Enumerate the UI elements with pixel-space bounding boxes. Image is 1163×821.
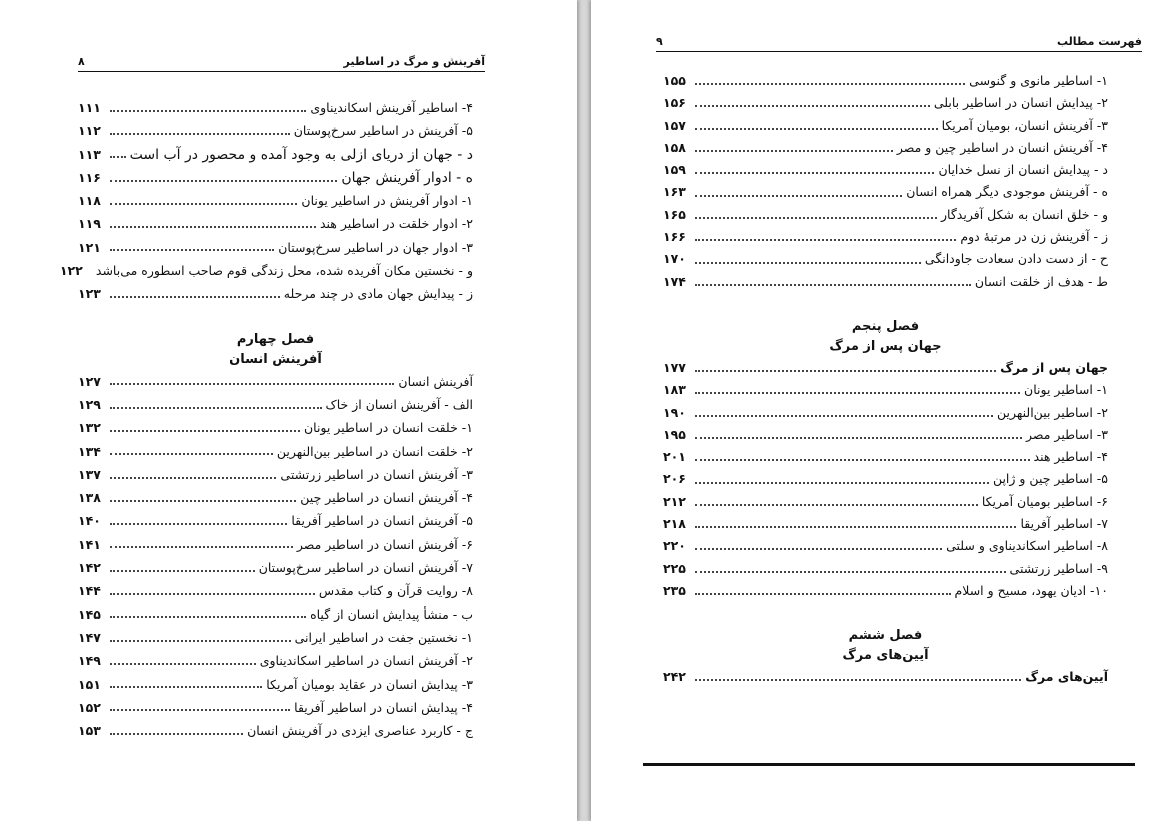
toc-entry-page: ۲۳۵ bbox=[663, 582, 686, 598]
leader-dots bbox=[110, 564, 255, 572]
toc-entry bbox=[78, 649, 473, 672]
toc-entry-page: ۲۲۰ bbox=[663, 538, 686, 554]
toc-entry-page: ۲۴۲ bbox=[663, 669, 686, 685]
leader-dots bbox=[695, 453, 1030, 461]
toc-entry bbox=[663, 558, 1108, 580]
toc-entry bbox=[663, 115, 1108, 137]
leader-dots bbox=[695, 77, 965, 85]
toc-entry-page: ۲۲۵ bbox=[663, 560, 686, 576]
toc-entry bbox=[78, 626, 473, 649]
right-page-number: ۹ bbox=[656, 35, 663, 48]
toc-entry-page: ۱۵۸ bbox=[663, 139, 686, 155]
toc-entry-page: ۲۰۶ bbox=[663, 471, 686, 487]
toc-entry bbox=[663, 204, 1108, 226]
toc-entry-page: ۱۲۹ bbox=[78, 396, 101, 412]
toc-entry-label: ه - آفرینش موجودی دیگر همراه انسان bbox=[906, 184, 1108, 200]
toc-entry bbox=[78, 509, 473, 532]
toc-entry-label: ۱۰- ادیان یهود، مسیح و اسلام bbox=[954, 582, 1108, 598]
leader-dots bbox=[110, 377, 394, 385]
right-header-title: فهرست مطالب bbox=[1056, 35, 1142, 48]
toc-entry-label: ۱- اساطیر یونان bbox=[1024, 382, 1108, 398]
toc-entry-page: ۱۸۳ bbox=[663, 382, 686, 398]
leader-dots bbox=[110, 610, 306, 618]
toc-entry-label: ۲- ادوار خلقت در اساطیر هند bbox=[319, 216, 473, 232]
toc-entry-page: ۱۷۷ bbox=[663, 359, 686, 375]
toc-entry-page: ۱۵۲ bbox=[78, 699, 101, 715]
toc-entry-label: الف - آفرینش انسان از خاک bbox=[325, 396, 473, 412]
left-page-number: ۸ bbox=[78, 55, 85, 68]
toc-entry bbox=[663, 70, 1108, 92]
toc-entry-page: ۱۳۸ bbox=[78, 490, 101, 506]
toc-entry-page: ۱۲۲ bbox=[59, 263, 83, 279]
toc-entry bbox=[78, 212, 473, 235]
toc-entry bbox=[78, 393, 473, 416]
leader-dots bbox=[695, 587, 951, 595]
spacer bbox=[78, 306, 473, 330]
toc-entry-page: ۱۶۵ bbox=[663, 206, 686, 222]
spacer bbox=[663, 293, 1108, 317]
toc-entry bbox=[663, 226, 1108, 248]
toc-entry-label: آفرینش انسان bbox=[398, 373, 473, 389]
toc-entry bbox=[663, 468, 1108, 490]
toc-entry bbox=[663, 491, 1108, 513]
toc-entry-label: د - جهان از دریای ازلی به وجود آمده و محصور در آب است bbox=[129, 146, 473, 163]
leader-dots bbox=[695, 256, 921, 264]
toc-entry-label: ز - پیدایش جهان مادی در چند مرحله bbox=[283, 286, 473, 302]
toc-entry-page: ۱۵۳ bbox=[78, 723, 101, 739]
toc-entry-page: ۲۰۱ bbox=[663, 449, 686, 465]
toc-entry-page: ۱۴۲ bbox=[78, 560, 101, 576]
toc-entry-label: ه - ادوار آفرینش جهان bbox=[341, 169, 473, 186]
toc-entry bbox=[78, 236, 473, 259]
toc-entry bbox=[78, 119, 473, 142]
toc-entry bbox=[663, 137, 1108, 159]
toc-entry bbox=[663, 159, 1108, 181]
toc-entry bbox=[663, 513, 1108, 535]
toc-entry-label: ز - آفرینش زن در مرتبهٔ دوم bbox=[960, 229, 1108, 245]
chapter5-heading: فصل پنجم bbox=[851, 318, 920, 334]
toc-entry bbox=[663, 535, 1108, 557]
chapter4-subheading: آفرینش انسان bbox=[229, 351, 322, 367]
leader-dots bbox=[110, 447, 273, 455]
leader-dots bbox=[110, 471, 276, 479]
leader-dots bbox=[695, 498, 978, 506]
toc-entry bbox=[78, 189, 473, 212]
right-toc-top-section bbox=[663, 70, 1108, 293]
toc-entry-label: ۴- آفرینش انسان در اساطیر چین bbox=[300, 490, 473, 506]
toc-entry bbox=[78, 416, 473, 439]
toc-entry-page: ۱۴۵ bbox=[78, 606, 101, 622]
leader-dots bbox=[110, 424, 300, 432]
toc-entry-label: و - نخستین مکان آفریده شده، محل زندگی قوم صاحب اسطوره می‌باشد bbox=[95, 263, 473, 279]
leader-dots bbox=[695, 364, 996, 372]
toc-entry-page: ۱۳۷ bbox=[78, 466, 101, 482]
toc-entry bbox=[663, 248, 1108, 270]
toc-entry-page: ۱۵۱ bbox=[78, 676, 101, 692]
leader-dots bbox=[695, 211, 937, 219]
toc-entry bbox=[663, 92, 1108, 114]
toc-entry-label: جهان پس از مرگ bbox=[1000, 359, 1108, 375]
toc-entry-label: د - پیدایش انسان از نسل خدایان bbox=[938, 162, 1108, 178]
chapter6-entries bbox=[663, 666, 1108, 688]
toc-entry-label: ج - کاربرد عناصری ایزدی در آفرینش انسان bbox=[247, 723, 473, 739]
toc-entry bbox=[78, 696, 473, 719]
chapter4-entries bbox=[78, 370, 473, 743]
toc-entry-label: ۱- نخستین جفت در اساطیر ایرانی bbox=[294, 629, 473, 645]
leader-dots bbox=[110, 127, 290, 135]
toc-entry-page: ۱۱۶ bbox=[78, 169, 101, 185]
leader-dots bbox=[695, 542, 942, 550]
leader-dots bbox=[110, 150, 126, 158]
toc-entry-page: ۱۵۶ bbox=[663, 95, 686, 111]
leader-dots bbox=[110, 657, 256, 665]
leader-dots bbox=[695, 673, 1021, 681]
leader-dots bbox=[110, 401, 322, 409]
leader-dots bbox=[110, 494, 296, 502]
leader-dots bbox=[110, 174, 337, 182]
toc-entry-label: ۴- اساطیر آفرینش اسکاندیناوی bbox=[310, 100, 473, 115]
toc-entry-label: ۷- آفرینش انسان در اساطیر سرخ‌پوستان bbox=[258, 560, 473, 576]
toc-entry-page: ۱۴۷ bbox=[78, 629, 101, 645]
toc-entry-label: ۴- پیدایش انسان در اساطیر آفریقا bbox=[294, 699, 473, 715]
left-toc bbox=[59, 96, 473, 742]
toc-entry-page: ۲۱۸ bbox=[663, 516, 686, 532]
left-running-head bbox=[78, 54, 485, 72]
leader-dots bbox=[695, 409, 993, 417]
toc-entry-label: و - خلق انسان به شکل آفریدگار bbox=[941, 206, 1108, 222]
toc-entry-page: ۱۱۹ bbox=[78, 216, 101, 232]
toc-entry-page: ۱۲۷ bbox=[78, 373, 101, 389]
chapter5-entries bbox=[663, 357, 1108, 602]
toc-entry-label: ۳- پیدایش انسان در عقاید بومیان آمریکا bbox=[266, 676, 473, 692]
toc-entry bbox=[78, 719, 473, 742]
spacer bbox=[663, 602, 1108, 626]
toc-entry-page: ۱۴۱ bbox=[78, 536, 101, 552]
toc-entry-label: ۸- روایت قرآن و کتاب مقدس bbox=[318, 583, 473, 599]
left-toc-top-section bbox=[59, 96, 473, 306]
leader-dots bbox=[695, 144, 893, 152]
leader-dots bbox=[110, 680, 262, 688]
leader-dots bbox=[110, 540, 293, 548]
toc-entry bbox=[78, 533, 473, 556]
toc-entry-label: ۲- اساطیر بین‌النهرین bbox=[996, 404, 1108, 420]
leader-dots bbox=[695, 520, 1016, 528]
leader-dots bbox=[695, 233, 956, 241]
toc-entry-page: ۱۶۶ bbox=[663, 229, 686, 245]
toc-entry bbox=[78, 463, 473, 486]
toc-entry-page: ۱۲۱ bbox=[78, 239, 101, 255]
toc-entry-label: ۱- اساطیر مانوی و گنوسی bbox=[969, 73, 1108, 88]
toc-entry bbox=[663, 666, 1108, 688]
leader-dots bbox=[110, 104, 306, 112]
leader-dots bbox=[110, 703, 290, 711]
leader-dots bbox=[695, 278, 971, 286]
toc-entry-page: ۱۱۱ bbox=[78, 100, 101, 115]
chapter6-subheading: آیین‌های مرگ bbox=[842, 648, 929, 664]
toc-entry bbox=[78, 556, 473, 579]
toc-entry-page: ۲۱۲ bbox=[663, 493, 686, 509]
leader-dots bbox=[110, 290, 280, 298]
leader-dots bbox=[110, 197, 297, 205]
toc-entry-label: ۳- آفرینش انسان در اساطیر زرتشتی bbox=[280, 466, 473, 482]
toc-entry-page: ۱۴۹ bbox=[78, 653, 101, 669]
chapter6-heading: فصل ششم bbox=[848, 628, 923, 644]
toc-entry-label: ۷- اساطیر آفریقا bbox=[1020, 516, 1108, 532]
toc-entry-label: ۳- آفرینش انسان، بومیان آمریکا bbox=[941, 117, 1108, 133]
toc-entry-label: ۳- ادوار جهان در اساطیر سرخ‌پوستان bbox=[278, 239, 473, 255]
toc-entry bbox=[78, 370, 473, 393]
toc-entry bbox=[78, 143, 473, 166]
toc-entry-page: ۱۴۰ bbox=[78, 513, 101, 529]
toc-entry bbox=[78, 282, 473, 305]
toc-entry-page: ۱۳۴ bbox=[78, 443, 101, 459]
toc-entry-page: ۱۵۵ bbox=[663, 73, 686, 88]
toc-entry-label: ۴- آفرینش انسان در اساطیر چین و مصر bbox=[896, 139, 1108, 155]
toc-entry-label: آیین‌های مرگ bbox=[1025, 669, 1108, 685]
toc-entry bbox=[78, 96, 473, 119]
toc-entry bbox=[663, 181, 1108, 203]
toc-entry bbox=[78, 486, 473, 509]
toc-entry bbox=[59, 259, 473, 282]
toc-entry-label: ۱- خلقت انسان در اساطیر یونان bbox=[303, 420, 473, 436]
right-running-head bbox=[656, 34, 1142, 52]
chapter5-subheading: جهان پس از مرگ bbox=[829, 338, 942, 354]
leader-dots bbox=[110, 220, 316, 228]
right-toc bbox=[663, 70, 1108, 689]
toc-entry bbox=[663, 424, 1108, 446]
toc-entry-label: ۴- اساطیر هند bbox=[1033, 449, 1108, 465]
right-page bbox=[591, 0, 1163, 821]
toc-entry-label: ۳- اساطیر مصر bbox=[1026, 426, 1108, 442]
leader-dots bbox=[110, 587, 315, 595]
bottom-rule bbox=[643, 763, 1135, 766]
toc-entry bbox=[663, 357, 1108, 379]
toc-entry-page: ۱۱۳ bbox=[78, 146, 101, 162]
toc-entry-label: ۹- اساطیر زرتشتی bbox=[1009, 560, 1108, 576]
toc-entry-label: ۱- ادوار آفرینش در اساطیر یونان bbox=[301, 193, 473, 209]
toc-entry-page: ۱۴۴ bbox=[78, 583, 101, 599]
toc-entry-label: ۵- آفرینش در اساطیر سرخ‌پوستان bbox=[293, 123, 473, 139]
toc-entry bbox=[78, 603, 473, 626]
toc-entry-label: ۸- اساطیر اسکاندیناوی و سلتی bbox=[946, 538, 1108, 554]
leader-dots bbox=[110, 727, 243, 735]
toc-entry-label: ح - از دست دادن سعادت جاودانگی bbox=[924, 251, 1108, 267]
toc-entry bbox=[663, 402, 1108, 424]
leader-dots bbox=[695, 476, 989, 484]
toc-entry-page: ۱۵۷ bbox=[663, 117, 686, 133]
toc-entry bbox=[78, 579, 473, 602]
leader-dots bbox=[695, 99, 930, 107]
leader-dots bbox=[695, 565, 1006, 573]
leader-dots bbox=[695, 189, 902, 197]
leader-dots bbox=[695, 431, 1022, 439]
toc-entry-label: ب - منشأ پیدایش انسان از گیاه bbox=[310, 606, 473, 622]
toc-entry-label: ط - هدف از خلقت انسان bbox=[974, 273, 1108, 289]
toc-entry-page: ۱۷۴ bbox=[663, 273, 686, 289]
toc-entry-page: ۱۶۳ bbox=[663, 184, 686, 200]
toc-entry-page: ۱۳۲ bbox=[78, 420, 101, 436]
toc-entry-page: ۱۱۲ bbox=[78, 123, 101, 139]
toc-entry-page: ۱۲۳ bbox=[78, 286, 101, 302]
leader-dots bbox=[110, 243, 274, 251]
toc-entry-label: ۶- آفرینش انسان در اساطیر مصر bbox=[296, 536, 473, 552]
toc-entry bbox=[78, 166, 473, 189]
leader-dots bbox=[110, 634, 291, 642]
toc-entry-page: ۱۵۹ bbox=[663, 162, 686, 178]
toc-entry-label: ۵- اساطیر چین و ژاپن bbox=[992, 471, 1108, 487]
toc-entry-page: ۱۱۸ bbox=[78, 193, 101, 209]
leader-dots bbox=[110, 517, 287, 525]
toc-entry bbox=[78, 673, 473, 696]
toc-entry-page: ۱۹۰ bbox=[663, 404, 686, 420]
left-header-title: آفرینش و مرگ در اساطیر bbox=[343, 55, 485, 68]
toc-entry-page: ۱۹۵ bbox=[663, 426, 686, 442]
toc-entry-label: ۵- آفرینش انسان در اساطیر آفریقا bbox=[291, 513, 473, 529]
toc-entry-page: ۱۷۰ bbox=[663, 251, 686, 267]
toc-entry bbox=[663, 379, 1108, 401]
toc-entry-label: ۶- اساطیر بومیان آمریکا bbox=[981, 493, 1108, 509]
toc-entry bbox=[663, 446, 1108, 468]
leader-dots bbox=[695, 122, 938, 130]
chapter4-heading: فصل چهارم bbox=[236, 331, 315, 347]
leader-dots bbox=[695, 166, 934, 174]
toc-entry bbox=[663, 271, 1108, 293]
toc-entry-label: ۲- آفرینش انسان در اساطیر اسکاندیناوی bbox=[259, 653, 473, 669]
toc-entry bbox=[663, 580, 1108, 602]
leader-dots bbox=[695, 386, 1020, 394]
toc-entry-label: ۲- پیدایش انسان در اساطیر بابلی bbox=[933, 95, 1108, 111]
left-page bbox=[0, 0, 577, 821]
toc-entry bbox=[78, 440, 473, 463]
toc-entry-label: ۲- خلقت انسان در اساطیر بین‌النهرین bbox=[276, 443, 473, 459]
